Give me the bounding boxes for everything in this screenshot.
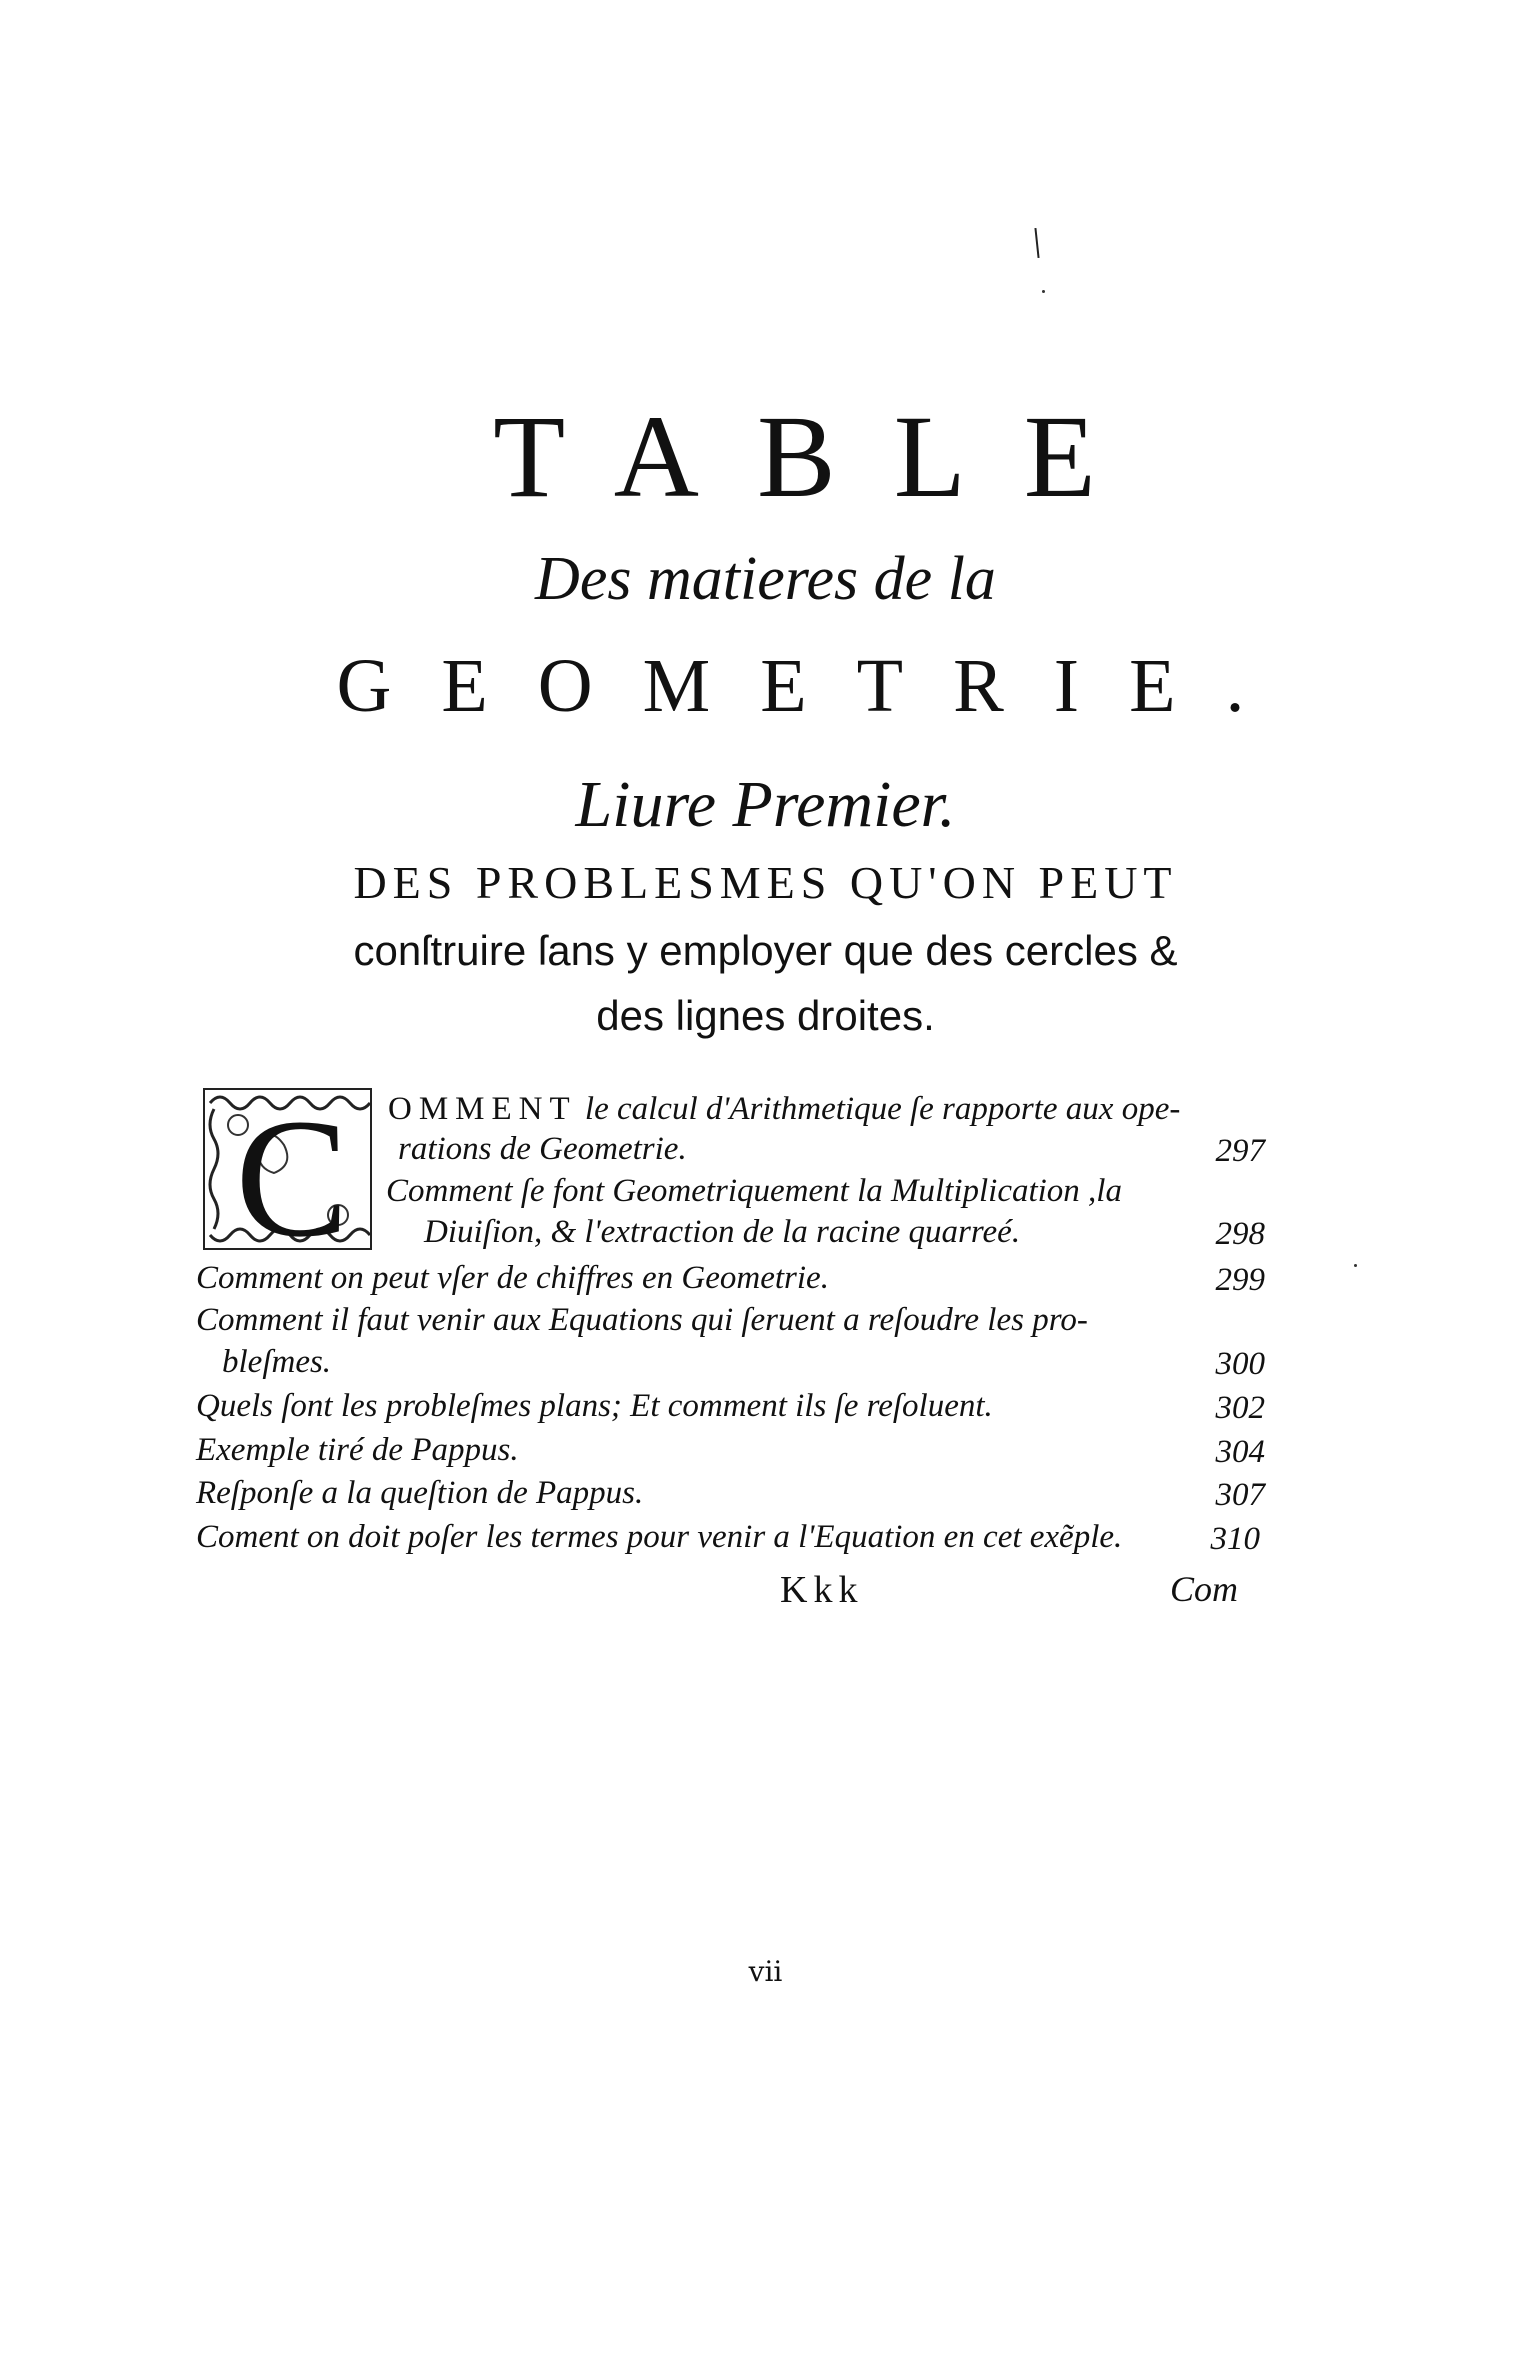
chapter-subtitle-line1: conſtruire ſans y employer que des cercles & <box>353 927 1178 974</box>
list-item <box>388 1093 1180 1126</box>
book-title: Liure Premier. <box>575 768 956 841</box>
page-number: vii <box>748 1955 783 1988</box>
list-item: Comment on peut vſer de chiffres en Geometrie. <box>196 1260 829 1296</box>
initial-letter: C <box>235 1085 349 1253</box>
entry-page-number: 297 <box>1215 1133 1265 1169</box>
entry-text-continuation: bleſmes. <box>222 1344 332 1380</box>
entry-page-number: 300 <box>1215 1346 1265 1382</box>
entry-page-number: 299 <box>1215 1262 1265 1298</box>
page-title: TABLE <box>493 391 1154 522</box>
entry-page-number: 302 <box>1215 1390 1265 1426</box>
list-item: Reſponſe a la queſtion de Pappus. <box>196 1475 644 1511</box>
list-item: Quels ſont les probleſmes plans; Et comment ils ſe reſoluent. <box>196 1388 993 1424</box>
list-item: Coment on doit poſer les termes pour venir a l'Equation en cet exẽple. <box>196 1519 1123 1555</box>
work-title: GEOMETRIE. <box>336 644 1295 728</box>
entry-page-number: 304 <box>1215 1434 1265 1470</box>
entry-page-number: 298 <box>1215 1216 1265 1252</box>
page-subtitle: Des matieres de la <box>535 545 996 613</box>
entry-text-continuation: rations de Geometrie. <box>398 1131 687 1167</box>
catchword: Com <box>1170 1569 1239 1609</box>
entry-text-continuation: Diuiſion, & l'extraction de la racine quarreé. <box>424 1214 1021 1250</box>
entry-page-number: 310 <box>1210 1521 1260 1557</box>
signature-mark: Kkk <box>780 1569 864 1611</box>
list-item: Exemple tiré de Pappus. <box>196 1432 519 1468</box>
entry-page-number: 307 <box>1215 1477 1265 1513</box>
entry-lead-word: OMMENT <box>388 1091 577 1127</box>
entry-text: le calcul d'Arithmetique ſe rapporte aux ope- <box>584 1091 1181 1127</box>
list-item: Comment ſe font Geometriquement la Multiplication ,la <box>386 1173 1122 1209</box>
list-item: Comment il faut venir aux Equations qui ſeruent a reſoudre les pro- <box>196 1302 1088 1338</box>
chapter-subtitle-line2: des lignes droites. <box>596 992 935 1039</box>
chapter-heading: DES PROBLESMES QU'ON PEUT <box>353 857 1178 908</box>
